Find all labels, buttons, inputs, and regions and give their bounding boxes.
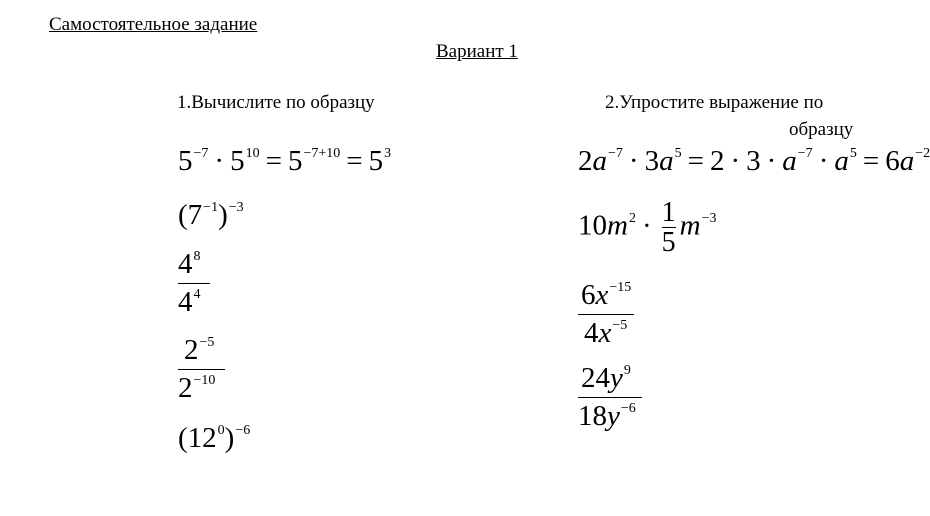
variant-title: Вариант 1 — [436, 41, 518, 62]
task2-exercise-3: $24y^9$ $18y^{-6}$ — [578, 364, 642, 431]
task2-exercise-2: $6x^{-15}$ $4x^{-5}$ — [578, 281, 634, 348]
fraction-one-fifth: $\frac{1}{5}$ — [661, 197, 676, 259]
task2-heading-line2: образцу — [789, 119, 854, 140]
assignment-title: Самостоятельное задание — [49, 14, 258, 35]
task2-heading-line1: 2.Упростите выражение по — [605, 92, 824, 113]
task1-exercise-3: $2^{-5}$ $2^{-10}$ — [178, 336, 225, 403]
task2-example: $2a^{-7} \cdot 3a^5 = 2 \cdot 3 \cdot a^{-7} \cdot a^5 = 6a^{-2}$ — [578, 145, 930, 177]
task1-heading: 1.Вычислите по образцу — [177, 92, 375, 113]
task2-exercise-1: $10m^2$ · $\frac{1}{5}$ $m^{-3}$ — [578, 197, 717, 259]
task1-exercise-1: $(7^{-1})^{-3}$ — [178, 199, 244, 231]
task1-exercise-2: $4^8$ $4^4$ — [178, 250, 210, 317]
task1-example: $5^{-7} \cdot 5^{10} = 5^{-7+10} = 5^3$ — [178, 145, 392, 177]
task1-exercise-4: $(12^0)^{-6}$ — [178, 422, 251, 454]
